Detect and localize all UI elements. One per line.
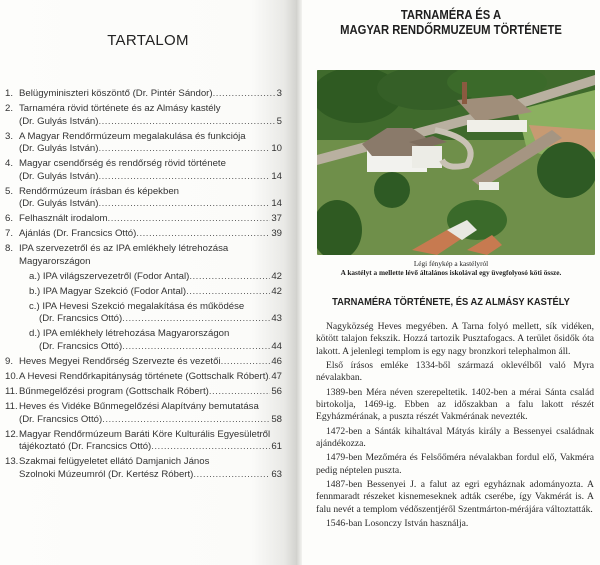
toc-entry-title: (Dr. Francsics Ottó) (39, 340, 123, 352)
paragraph: 1546-ban Losonczy István használja. (326, 517, 469, 529)
toc-entry-title: (Dr. Gulyás István) (19, 170, 99, 182)
paragraph: Nagyközség Heves megyében. A Tarna folyó mellett, sík vidéken, kötött talajon fekszik. Hozzá tartozik Pusztafogacs. A terület ősidők óta lakott. A jelenlegi templom is egy nagy bronzkori telephalmon áll. (316, 321, 594, 357)
toc-entry-title: IPA szervezetről és az IPA emlékhely létrehozása (19, 243, 229, 255)
toc-leader-dots (221, 356, 271, 369)
toc-page-number: 14 (271, 198, 282, 210)
toc-entry-title: Szakmai felügyeletet ellátó Damjanich János (19, 456, 210, 468)
left-page (0, 0, 296, 565)
toc-entry-number: 10. (5, 370, 19, 382)
toc-page-number: 43 (271, 313, 282, 325)
toc-page-number: 42 (271, 285, 282, 297)
chapter-title-line-2: MAGYAR RENDŐRMUZEUM TÖRTÉNETE (340, 22, 562, 37)
toc-entry-title: tájékoztató (Dr. Francsics Ottó) (19, 441, 152, 453)
toc-entry-title: Magyarországon (19, 255, 91, 267)
toc-page-number: 61 (271, 441, 282, 453)
toc-entry-number: 13. (5, 456, 19, 468)
toc-entry-title: Rendőrmúzeum írásban és képekben (19, 185, 179, 197)
toc-entry (0, 386, 282, 399)
toc-entry-title: b.) IPA Magyar Szekció (Fodor Antal) (29, 285, 187, 297)
toc-leader-dots (136, 228, 270, 241)
toc-entry-number: 3. (5, 130, 14, 142)
toc-entry (0, 456, 282, 481)
toc-leader-dots (102, 414, 270, 427)
toc-page-number: 44 (271, 340, 282, 352)
toc-entry (0, 228, 282, 241)
toc-entry-number: 2. (5, 102, 14, 114)
toc-entry-title: Heves Megyei Rendőrség Szervezte és vezetői (19, 355, 221, 367)
toc-leader-dots (122, 313, 270, 326)
aerial-photo-castle-icon (317, 70, 595, 255)
paragraph: 1487-ben Bessenyei J. a falut az egri egyháznak adományozta. A fennmaradt részeket kisnemeseknek adták cserébe, így Vakmérát is. A falu nevét a templom védőszentjéről Szentmárton-mérájára változtatták. (316, 478, 594, 515)
toc-entry (0, 429, 282, 454)
toc-entry (0, 243, 282, 268)
toc-entry (0, 301, 282, 326)
toc-entry-title: Heves és Vidéke Bűnmegelőzési Alapítvány bemutatása (19, 400, 259, 412)
paragraph: 1479-ben Mezőméra és Felsőőméra névalakban fordul elő, Vakméra pedig néptelen puszta. (316, 452, 594, 476)
toc-entry-number: 5. (5, 185, 14, 197)
paragraph: 1472-ben a Sánták kihaltával Mátyás király a Bessenyei családnak ajándékozza. (316, 425, 594, 450)
toc-page-number: 56 (271, 385, 282, 397)
toc-page-number: 14 (271, 170, 282, 182)
toc-entry-title: A Magyar Rendőrmúzeum megalakulása és funkciója (19, 130, 246, 142)
toc-page-number: 5 (276, 115, 282, 127)
toc-entry (0, 371, 282, 384)
toc-page-number: 3 (276, 88, 282, 99)
toc-page-number: 39 (271, 228, 282, 240)
toc-leader-dots (98, 198, 270, 211)
toc-page-number: 10 (271, 143, 282, 155)
chapter-title (320, 7, 582, 37)
toc-entry-title: Belügyminiszteri köszöntő (Dr. Pintér Sándor) (19, 88, 213, 99)
toc-leader-dots (122, 341, 270, 354)
toc-entry-number: 9. (5, 355, 14, 367)
toc-entry (0, 271, 282, 284)
toc-entry (0, 328, 282, 353)
toc-entry-title: (Dr. Gulyás István) (19, 115, 99, 127)
toc-entry-number: 1. (5, 88, 14, 99)
toc-page-number: 42 (271, 270, 282, 282)
right-page (302, 0, 600, 565)
table-of-contents (0, 88, 282, 484)
toc-leader-dots (108, 213, 271, 226)
toc-page-number: 63 (271, 468, 282, 480)
toc-page-number: 46 (271, 355, 282, 367)
chapter-title-line-1: TARNAMÉRA ÉS A (400, 7, 502, 22)
toc-entry-title: Ajánlás (Dr. Francsics Ottó) (19, 228, 137, 240)
toc-leader-dots (209, 386, 271, 399)
toc-entry-number: 11. (5, 400, 18, 412)
toc-leader-dots (98, 116, 275, 129)
toc-entry (0, 186, 282, 211)
toc-entry-number: 4. (5, 158, 14, 170)
toc-entry (0, 131, 282, 156)
toc-entry-title: c.) IPA Hevesi Szekció megalakítása és működése (29, 300, 245, 312)
toc-entry-number: 11. (5, 385, 18, 397)
toc-leader-dots (98, 171, 270, 184)
toc-entry-title: Szolnoki Múzeumról (Dr. Kertész Róbert) (19, 468, 194, 480)
toc-entry (0, 286, 282, 299)
toc-entry-title: Magyar csendőrség és rendőrség rövid története (19, 158, 226, 170)
aerial-photo (317, 70, 595, 255)
toc-entry-title: (Dr. Francsics Ottó) (19, 413, 103, 425)
toc-leader-dots (98, 143, 270, 156)
toc-page-number: 58 (271, 413, 282, 425)
toc-entry-number: 7. (5, 228, 14, 240)
toc-entry-title: (Dr. Gulyás István) (19, 198, 99, 210)
toc-entry (0, 88, 282, 101)
paragraph: Első írásos emléke 1334-ből származá oklevélből való Myra névalakban. (316, 360, 594, 384)
toc-entry-number: 12. (5, 428, 19, 440)
toc-entry-title: (Dr. Francsics Ottó) (39, 313, 123, 325)
caption-line-1: Légi fénykép a kastélyról (413, 259, 489, 268)
toc-leader-dots (213, 88, 276, 101)
toc-entry (0, 103, 282, 128)
toc-entry-title: (Dr. Gulyás István) (19, 143, 99, 155)
toc-page-number: 37 (271, 213, 282, 225)
photo-caption (302, 259, 600, 277)
toc-leader-dots (189, 271, 270, 284)
toc-entry (0, 356, 282, 369)
toc-page-number: 47 (271, 370, 282, 382)
toc-entry (0, 401, 282, 426)
toc-entry-number: 8. (5, 243, 14, 255)
caption-line-2: A kastélyt a mellette lévő általános iskolával egy üvegfolyosó köti össze. (340, 268, 562, 277)
toc-title: TARTALOM (107, 32, 189, 49)
toc-entry (0, 213, 282, 226)
paragraph: 1389-ben Méra néven szerepeltetik. 1402-ben a mérai Sánta család birtokolja, 1469-ig. Ebben az időszakban a falu lakott részét Egyházmérának, a puszta részét Vakmérának nevezték. (316, 386, 594, 423)
toc-entry-title: a.) IPA világszervezetről (Fodor Antal) (29, 270, 190, 282)
toc-entry-title: Bűnmegelőzési program (Gottschalk Róbert) (19, 385, 209, 397)
toc-entry-title: Magyar Rendőrmúzeum Baráti Köre Kulturális Egyesületről (19, 428, 271, 440)
toc-entry (0, 158, 282, 183)
toc-entry-title: d.) IPA emlékhely létrehozása Magyarországon (29, 328, 230, 340)
body-text (316, 321, 594, 532)
toc-entry-number: 6. (5, 213, 14, 225)
toc-leader-dots (186, 286, 270, 299)
toc-leader-dots (151, 441, 270, 454)
section-title: TARNAMÉRA TÖRTÉNETE, ÉS AZ ALMÁSY KASTÉLY (332, 297, 570, 308)
toc-entry-title: Felhasznált irodalom (19, 213, 108, 225)
toc-leader-dots (193, 469, 270, 482)
toc-entry-title: A Hevesi Rendőrkapitányság története (Gottschalk Róbert) (19, 370, 269, 382)
toc-entry-title: Tarnaméra rövid története és az Almásy kastély (19, 102, 221, 114)
